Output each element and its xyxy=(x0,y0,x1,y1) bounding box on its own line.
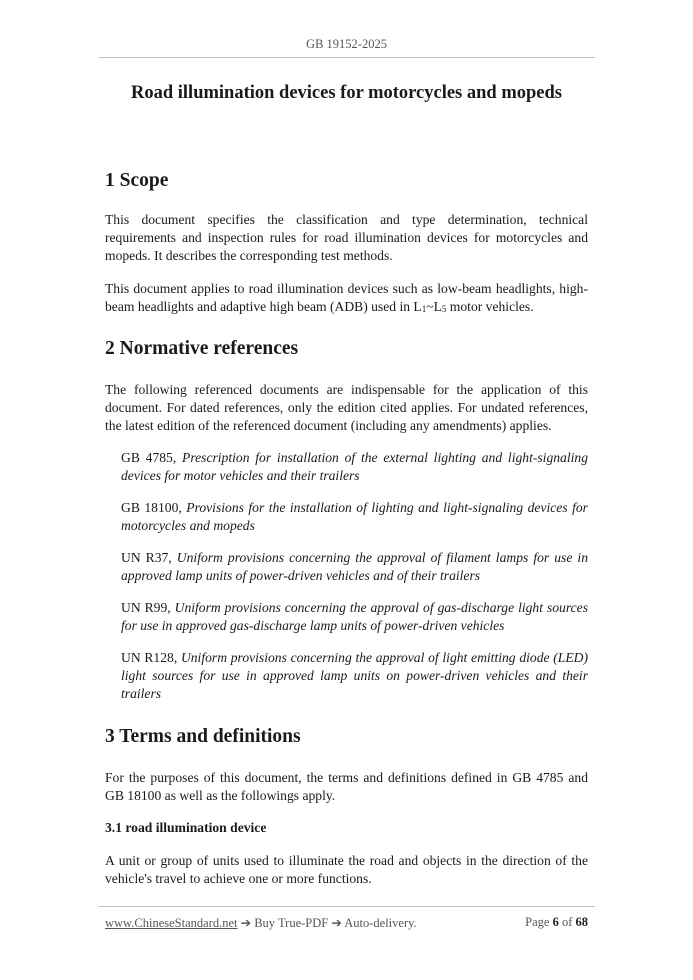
site-link[interactable]: www.ChineseStandard.net xyxy=(105,916,238,930)
reference-item: GB 4785, Prescription for installation of the external lighting and light-signaling devices for motor vehicles and their trailers xyxy=(121,450,588,483)
total-pages: 68 xyxy=(575,915,588,929)
document-title: Road illumination devices for motorcycles and mopeds xyxy=(131,83,562,103)
terms-intro: For the purposes of this document, the terms and definitions defined in GB 4785 and GB 18100 as well as the followings apply. xyxy=(105,770,588,803)
section-1-heading: 1 Scope xyxy=(105,170,169,191)
page-indicator: Page 6 of 68 xyxy=(525,915,588,929)
section-3-heading: 3 Terms and definitions xyxy=(105,726,301,747)
scope-paragraph-2: This document applies to road illumination devices such as low-beam headlights, high-beam headlights and adaptive high beam (ADB) used in $L_1\sim L_5$ motor vehicles. xyxy=(105,281,588,314)
reference-item: UN R99, Uniform provisions concerning the approval of gas-discharge light sources for use in approved gas-discharge lamp units of power-driven vehicles xyxy=(121,600,588,633)
running-header: GB 19152-2025 xyxy=(306,37,387,51)
footer-divider xyxy=(99,906,595,907)
current-page: 6 xyxy=(552,915,559,929)
reference-item: UN R128, Uniform provisions concerning the approval of light emitting diode (LED) light sources for use in approved lamp units on power-driven vehicles and their trailers xyxy=(121,650,588,701)
scope-paragraph-1: This document specifies the classification and type determination, technical requirements and inspection rules for road illumination devices for motorcycles and mopeds. It describes the corresponding test methods. xyxy=(105,212,588,263)
normative-intro: The following referenced documents are indispensable for the application of this document. For dated references, only the edition cited applies. For undated references, the latest edition of the referenced document (including any amendments) applies. xyxy=(105,382,588,433)
reference-item: GB 18100, Provisions for the installation of lighting and light-signaling devices for motorcycles and mopeds xyxy=(121,500,588,533)
term-3-1-heading: 3.1 road illumination device xyxy=(105,820,267,835)
reference-item: UN R37, Uniform provisions concerning the approval of filament lamps for use in approved lamp units of power-driven vehicles and of their trailers xyxy=(121,550,588,583)
header-divider xyxy=(99,57,595,58)
footer-promo: www.ChineseStandard.net ➔ Buy True-PDF ➔ Auto-delivery. xyxy=(105,916,417,930)
section-2-heading: 2 Normative references xyxy=(105,338,299,359)
term-3-1-definition: A unit or group of units used to illuminate the road and objects in the direction of the vehicle's travel to achieve one or more functions. xyxy=(105,853,588,886)
